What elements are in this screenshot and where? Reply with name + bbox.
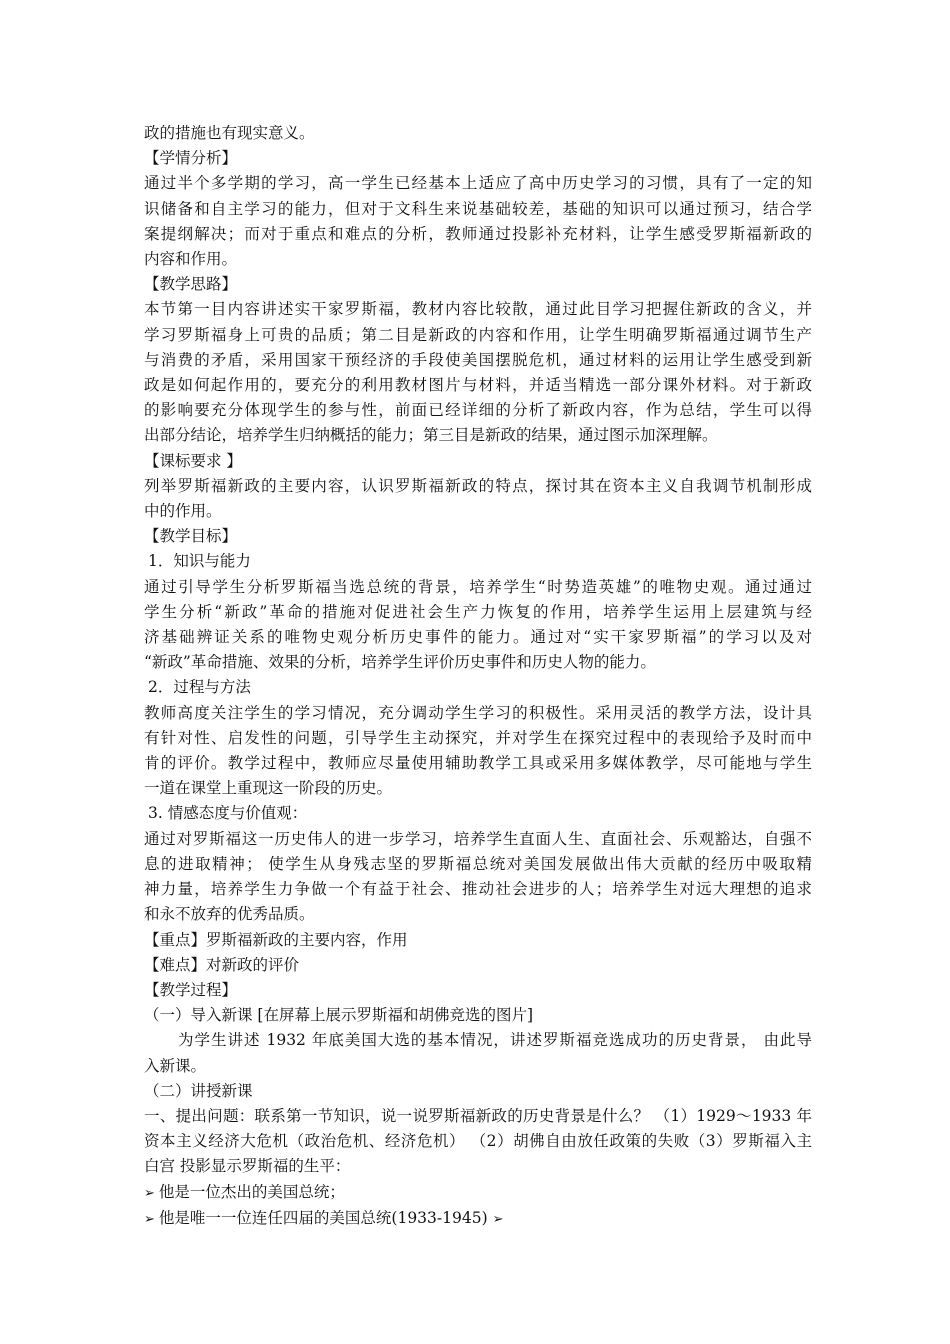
text-line: 内容和作用。 (144, 250, 238, 269)
text-line: 一道在课堂上重现这一阶段的历史。 (144, 779, 393, 798)
text-line: 政是如何起作用的，要充分的利用教材图片与材料，并适当精选一部分课外材料。对于新政 (144, 376, 812, 395)
text-line: 通过引导学生分析罗斯福当选总统的背景，培养学生“时势造英雄”的唯物史观。通过通过 (144, 577, 812, 596)
text-line: 识储备和自主学习的能力，但对于文科生来说基础较差，基础的知识可以通过预习，结合学 (144, 199, 812, 218)
text-line: 2．过程与方法 (148, 678, 251, 697)
text-line: 本节第一目内容讲述实干家罗斯福，教材内容比较散，通过此目学习把握住新政的含义，并 (144, 300, 812, 319)
text-line: 白宫 投影显示罗斯福的生平： (144, 1157, 351, 1176)
text-line: 3. 情感态度与价值观： (148, 804, 308, 823)
document-page (144, 121, 812, 1232)
text-line: 教师高度关注学生的学习情况，充分调动学生学习的积极性。采用灵活的教学方法，设计具 (144, 703, 812, 722)
text-line: 【难点】对新政的评价 (144, 955, 300, 974)
text-line: 【课标要求 】 (144, 451, 242, 470)
bullet-arrow-icon: ➢ (144, 1211, 155, 1227)
text-line: 1．知识与能力 (148, 552, 251, 571)
text-line: 中的作用。 (144, 502, 222, 521)
text-line: 资本主义经济大危机（政治危机、经济危机） （2）胡佛自由放任政策的失败（3）罗斯福入主 (144, 1132, 812, 1151)
text-line: 学生分析“新政”革命的措施对促进社会生产力恢复的作用，培养学生运用上层建筑与经 (144, 602, 812, 621)
text-line: 【重点】罗斯福新政的主要内容，作用 (144, 930, 408, 949)
bullet-list (144, 1180, 812, 1232)
text-line: （二）讲授新课 (144, 1081, 253, 1100)
text-line: 和永不放弃的优秀品质。 (144, 905, 315, 924)
bullet-arrow-icon: ➢ (492, 1211, 504, 1227)
bullet-item (144, 1206, 812, 1232)
text-line: 政的措施也有现实意义。 (144, 124, 315, 142)
text-line: 通过半个多学期的学习，高一学生已经基本上适应了高中历史学习的习惯，具有了一定的知 (144, 174, 812, 193)
text-line: 出部分结论，培养学生归纳概括的能力；第三目是新政的结果，通过图示加深理解。 (144, 426, 718, 445)
text-line: 一、提出问题：联系第一节知识，说一说罗斯福新政的历史背景是什么？ （1）1929～1933 年 (144, 1106, 812, 1125)
text-line: 息的进取精神； 使学生从身残志坚的罗斯福总统对美国发展做出伟大贡献的经历中吸取精 (144, 854, 812, 873)
text-line: 列举罗斯福新政的主要内容，认识罗斯福新政的特点，探讨其在资本主义自我调节机制形成 (144, 476, 812, 495)
bullet-item (144, 1180, 812, 1206)
text-line: 入新课。 (144, 1056, 207, 1075)
text-line: 通过对罗斯福这一历史伟人的进一步学习，培养学生直面人生、直面社会、乐观豁达，自强不 (144, 829, 812, 848)
text-line: 有针对性、启发性的问题，引导学生主动探究，并对学生在探究过程中的表现给予及时而中 (144, 728, 812, 747)
bullet-text: 他是唯一一位连任四届的美国总统(1933-1945) (158, 1208, 493, 1227)
bullet-arrow-icon: ➢ (144, 1185, 155, 1201)
text-line: 为学生讲述 1932 年底美国大选的基本情况，讲述罗斯福竞选成功的历史背景， 由此导 (178, 1031, 812, 1050)
text-line: 案提纲解决；而对于重点和难点的分析，教师通过投影补充材料，让学生感受罗斯福新政的 (144, 224, 812, 243)
text-line: 【教学目标】 (144, 527, 238, 546)
text-line: 的影响要充分体现学生的参与性，前面已经详细的分析了新政内容，作为总结，学生可以得 (144, 401, 812, 420)
text-line: （一）导入新课 [在屏幕上展示罗斯福和胡佛竞选的图片] (144, 1006, 534, 1025)
text-line: 肯的评价。教学过程中，教师应尽量使用辅助教学工具或采用多媒体教学，尽可能地与学生 (144, 754, 812, 773)
text-line: 【教学过程】 (144, 980, 238, 999)
text-line: 学习罗斯福身上可贵的品质；第二目是新政的内容和作用，让学生明确罗斯福通过调节生产 (144, 325, 812, 344)
document-body (144, 121, 812, 1180)
bullet-text: 他是一位杰出的美国总统； (158, 1182, 345, 1201)
text-line: 神力量，培养学生力争做一个有益于社会、推动社会进步的人；培养学生对远大理想的追求 (144, 880, 812, 899)
text-line: 济基础辨证关系的唯物史观分析历史事件的能力。通过对“实干家罗斯福”的学习以及对 (144, 628, 812, 647)
text-line: 【教学思路】 (144, 275, 238, 294)
text-line: “新政”革命措施、效果的分析，培养学生评价历史事件和历史人物的能力。 (144, 653, 656, 672)
text-line: 【学情分析】 (144, 149, 238, 168)
text-line: 与消费的矛盾，采用国家干预经济的手段使美国摆脱危机，通过材料的运用让学生感受到新 (144, 350, 812, 369)
